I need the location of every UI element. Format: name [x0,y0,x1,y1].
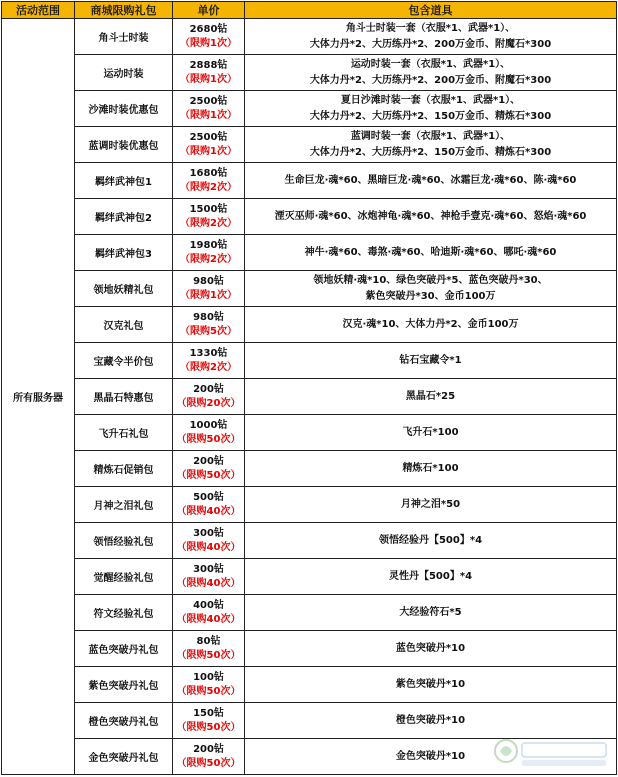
header-price: 单价 [173,2,245,19]
purchase-limit: （限购2次） [180,217,237,229]
items-cell [245,343,617,379]
item-line: 蓝调时装一套（衣服*1、武器*1）、 [350,130,511,142]
price-cell [173,595,245,631]
purchase-limit: （限购40次） [176,613,241,625]
table-row [2,523,617,559]
purchase-limit: （限购1次） [180,289,237,301]
items-cell [245,523,617,559]
pack-name-cell: 觉醒经验礼包 [75,559,173,595]
item-line: 飞升石*100 [402,426,459,438]
item-line: 生命巨龙·魂*60、黑暗巨龙·魂*60、冰霜巨龙·魂*60、陈·魂*60 [284,174,577,186]
purchase-limit: （限购40次） [176,577,241,589]
header-items: 包含道具 [245,2,617,19]
price-cell [173,667,245,703]
price-cell [173,163,245,199]
item-line: 汉克·魂*10、大体力丹*2、金币100万 [342,318,519,330]
header-row [2,2,617,19]
price-amount: 1980钻 [189,239,228,251]
table-row [2,307,617,343]
pack-name-cell: 蓝调时装优惠包 [75,127,173,163]
table-row [2,271,617,307]
price-cell [173,235,245,271]
items-cell [245,91,617,127]
pack-name-cell: 宝藏令半价包 [75,343,173,379]
pack-name-cell: 紫色突破丹礼包 [75,667,173,703]
price-cell [173,703,245,739]
price-cell [173,487,245,523]
item-line: 领地妖精·魂*10、绿色突破丹*5、蓝色突破丹*30、 [313,274,548,286]
purchase-limit: （限购5次） [180,325,237,337]
items-cell [245,631,617,667]
item-line: 神牛·魂*60、毒煞·魂*60、哈迪斯·魂*60、哪吒·魂*60 [304,246,557,258]
price-amount: 150钻 [193,707,224,719]
price-amount: 100钻 [193,671,224,683]
price-amount: 1680钻 [189,167,228,179]
table-row [2,739,617,775]
items-cell [245,307,617,343]
items-cell [245,595,617,631]
pack-name-cell: 羁绊武神包3 [75,235,173,271]
items-cell [245,379,617,415]
item-line: 夏日沙滩时装一套（衣服*1、武器*1）、 [340,94,521,106]
items-cell [245,271,617,307]
price-cell [173,631,245,667]
item-line: 大体力丹*2、大历练丹*2、150万金币、精炼石*300 [309,146,552,158]
price-cell [173,271,245,307]
purchase-limit: （限购2次） [180,253,237,265]
price-amount: 2500钻 [189,131,228,143]
item-line: 大经验符石*5 [399,606,462,618]
table-row [2,595,617,631]
price-amount: 80钻 [196,635,221,647]
table-row [2,703,617,739]
pack-name-cell: 月神之泪礼包 [75,487,173,523]
pack-name-cell: 羁绊武神包1 [75,163,173,199]
items-cell [245,163,617,199]
items-cell [245,703,617,739]
items-cell [245,415,617,451]
table-row [2,235,617,271]
price-cell [173,523,245,559]
pack-name-cell: 飞升石礼包 [75,415,173,451]
price-amount: 2888钻 [189,59,228,71]
items-cell [245,199,617,235]
item-line: 黑晶石*25 [405,390,456,402]
items-cell [245,487,617,523]
purchase-limit: （限购2次） [180,181,237,193]
item-line: 大体力丹*2、大历练丹*2、150万金币、精炼石*300 [309,110,552,122]
items-cell [245,739,617,775]
pack-name-cell: 金色突破丹礼包 [75,739,173,775]
price-cell [173,307,245,343]
table-body [2,19,617,775]
purchase-limit: （限购50次） [176,757,241,769]
table-row [2,631,617,667]
pack-name-cell: 汉克礼包 [75,307,173,343]
item-line: 大体力丹*2、大历练丹*2、200万金币、附魔石*300 [309,74,552,86]
item-line: 运动时装一套（衣服*1、武器*1）、 [350,58,511,70]
purchase-limit: （限购50次） [176,721,241,733]
pack-name-cell: 符文经验礼包 [75,595,173,631]
price-amount: 500钻 [193,491,224,503]
price-cell [173,127,245,163]
price-amount: 1500钻 [189,203,228,215]
price-amount: 2500钻 [189,95,228,107]
header-pack: 商城限购礼包 [75,2,173,19]
table-row [2,343,617,379]
table-row [2,451,617,487]
purchase-limit: （限购50次） [176,433,241,445]
items-cell [245,451,617,487]
pack-name-cell: 运动时装 [75,55,173,91]
item-line: 月神之泪*50 [400,498,461,510]
pack-name-cell: 黑晶石特惠包 [75,379,173,415]
pack-name-cell: 角斗士时装 [75,19,173,55]
purchase-limit: （限购40次） [176,505,241,517]
table-row [2,55,617,91]
item-line: 钻石宝藏令*1 [399,354,462,366]
pack-name-cell: 精炼石促销包 [75,451,173,487]
item-line: 精炼石*100 [402,462,459,474]
price-cell [173,739,245,775]
pack-name-cell: 沙滩时装优惠包 [75,91,173,127]
table-row [2,667,617,703]
pack-name-cell: 领悟经验礼包 [75,523,173,559]
table-row [2,415,617,451]
items-cell [245,559,617,595]
item-line: 蓝色突破丹*10 [395,642,466,654]
purchase-limit: （限购1次） [180,109,237,121]
price-amount: 200钻 [193,383,224,395]
purchase-limit: （限购20次） [176,397,241,409]
purchase-limit: （限购1次） [180,37,237,49]
purchase-limit: （限购50次） [176,685,241,697]
table-row [2,91,617,127]
items-cell [245,55,617,91]
item-line: 大体力丹*2、大历练丹*2、200万金币、附魔石*300 [309,38,552,50]
item-line: 橙色突破丹*10 [395,714,466,726]
item-line: 紫色突破丹*30、金币100万 [365,290,496,302]
price-cell [173,451,245,487]
table-row [2,199,617,235]
purchase-limit: （限购50次） [176,469,241,481]
price-cell [173,19,245,55]
purchase-limit: （限购1次） [180,145,237,157]
price-amount: 300钻 [193,527,224,539]
purchase-limit: （限购2次） [180,361,237,373]
price-cell [173,55,245,91]
table-row [2,379,617,415]
items-cell [245,235,617,271]
items-cell [245,667,617,703]
items-cell [245,19,617,55]
pack-name-cell: 蓝色突破丹礼包 [75,631,173,667]
header-scope: 活动范围 [2,2,75,19]
table-row [2,127,617,163]
price-cell [173,199,245,235]
purchase-limit: （限购1次） [180,73,237,85]
table-row [2,19,617,55]
item-line: 金色突破丹*10 [395,750,466,762]
item-line: 领悟经验丹【500】*4 [378,534,483,546]
item-line: 角斗士时装一套（衣服*1、武器*1）、 [345,22,516,34]
price-amount: 980钻 [193,275,224,287]
item-line: 灵性丹【500】*4 [388,570,473,582]
item-line: 湮灭巫师·魂*60、冰炮神龟·魂*60、神枪手壹克·魂*60、怒焰·魂*60 [274,210,587,222]
purchase-limit: （限购40次） [176,541,241,553]
price-amount: 400钻 [193,599,224,611]
limited-pack-table [1,1,617,775]
items-cell [245,127,617,163]
pack-name-cell: 橙色突破丹礼包 [75,703,173,739]
table-row [2,559,617,595]
price-cell [173,91,245,127]
price-cell [173,343,245,379]
price-amount: 1330钻 [189,347,228,359]
pack-name-cell: 领地妖精礼包 [75,271,173,307]
item-line: 紫色突破丹*10 [395,678,466,690]
table-row [2,487,617,523]
price-amount: 200钻 [193,743,224,755]
price-cell [173,379,245,415]
purchase-limit: （限购50次） [176,649,241,661]
pack-name-cell: 羁绊武神包2 [75,199,173,235]
price-amount: 300钻 [193,563,224,575]
table-row [2,163,617,199]
price-cell [173,559,245,595]
price-cell [173,415,245,451]
price-amount: 980钻 [193,311,224,323]
price-amount: 200钻 [193,455,224,467]
price-amount: 1000钻 [189,419,228,431]
price-amount: 2680钻 [189,23,228,35]
scope-cell: 所有服务器 [2,19,75,775]
